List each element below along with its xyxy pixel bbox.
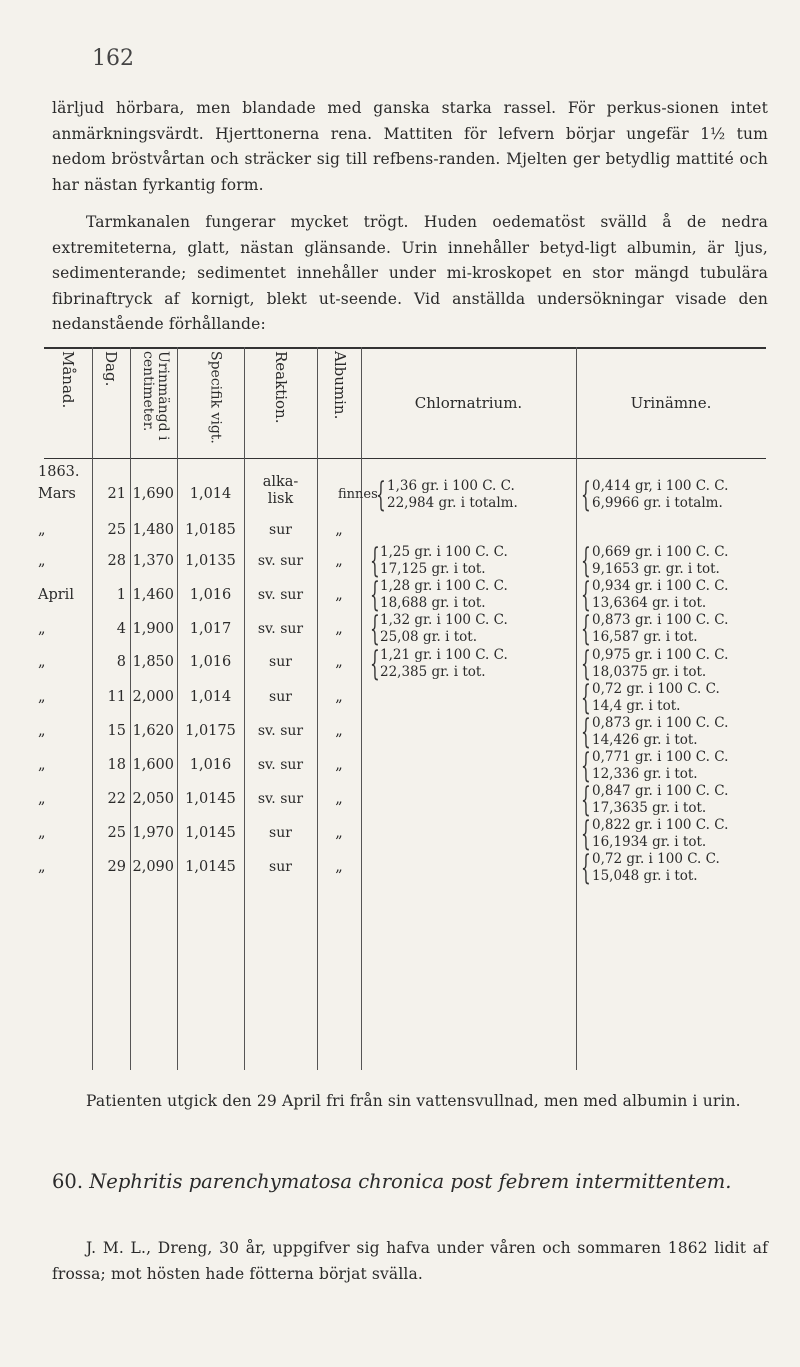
urine-table: [38, 347, 766, 1070]
header-albumin: Albumin.: [331, 351, 349, 420]
cell-urine-amount: 1,900: [132, 621, 174, 637]
cell-reaction: sur: [269, 654, 292, 670]
cell-month: „: [38, 689, 46, 705]
cell-month: „: [38, 757, 46, 773]
cell-chloride: 1,36 gr. i 100 C. C. 22,984 gr. i totalm.: [387, 478, 518, 511]
cell-urea: 0,975 gr. i 100 C. C. 18,0375 gr. i tot.: [592, 647, 729, 680]
cell-urea: 0,771 gr. i 100 C. C. 12,336 gr. i tot.: [592, 749, 729, 782]
case-number: 60.: [52, 1170, 84, 1193]
cell-specific-weight: 1,016: [189, 757, 232, 773]
cell-month: „: [38, 825, 46, 841]
cell-urine-amount: 1,600: [132, 757, 174, 773]
cell-month: „: [38, 791, 46, 807]
cell-urea: 0,847 gr. i 100 C. C. 17,3635 gr. i tot.: [592, 783, 729, 816]
cell-albumin: „: [335, 621, 343, 637]
cell-urine-amount: 1,620: [132, 723, 174, 739]
cell-urea: 0,873 gr. i 100 C. C. 14,426 gr. i tot.: [592, 715, 729, 748]
cell-albumin: „: [335, 859, 343, 875]
brace-icon: {: [581, 678, 591, 718]
cell-day: 8: [116, 654, 126, 670]
paragraph-4: J. M. L., Dreng, 30 år, uppgifver sig hafva under våren och sommaren 1862 lidit af frossa; mot hösten hade fötterna börjat svälla.: [52, 1239, 768, 1283]
cell-reaction: alka- lisk: [262, 474, 299, 507]
cell-chloride: 1,25 gr. i 100 C. C. 17,125 gr. i tot.: [380, 544, 508, 577]
column-divider: [92, 347, 93, 1070]
cell-month: April: [38, 587, 74, 603]
cell-reaction: sur: [269, 689, 292, 705]
cell-day: 25: [107, 825, 126, 841]
brace-icon: {: [370, 575, 380, 615]
cell-month: „: [38, 553, 46, 569]
cell-specific-weight: 1,014: [189, 486, 232, 502]
paragraph-2: Tarmkanalen fungerar mycket trögt. Huden oedematöst svälld å de nedra extremiteterna, glatt, nästan glänsande. Urin innehåller betyd-ligt albumin, är ljus, sedimenterande; sedimentet innehåller under mi-kroskopet en stor mängd tubulära fibrinaftryck af kornigt, blekt ut-seende. Vid anställda undersökningar visade den nedanstående förhållande:: [52, 213, 768, 333]
cell-day: 29: [107, 859, 126, 875]
cell-specific-weight: 1,016: [189, 587, 232, 603]
cell-specific-weight: 1,0145: [185, 859, 236, 875]
cell-specific-weight: 1,016: [189, 654, 232, 670]
cell-reaction: sv. sur: [257, 587, 304, 603]
brace-icon: {: [581, 712, 591, 752]
header-urea: Urinämne.: [630, 393, 712, 412]
cell-specific-weight: 1,0145: [185, 825, 236, 841]
cell-day: 4: [116, 621, 126, 637]
cell-month: „: [38, 723, 46, 739]
cell-reaction: sv. sur: [257, 757, 304, 773]
cell-reaction: sur: [269, 859, 292, 875]
cell-reaction: sv. sur: [257, 791, 304, 807]
cell-urea: 0,414 gr, i 100 C. C. 6,9966 gr. i totalm.: [592, 478, 729, 511]
column-divider: [177, 347, 178, 1070]
cell-day: 1: [116, 587, 126, 603]
cell-albumin: „: [335, 757, 343, 773]
header-urine-amount: Urinmängd i centimeter.: [140, 351, 171, 441]
cell-day: 15: [107, 723, 126, 739]
cell-urine-amount: 1,690: [132, 486, 174, 502]
header-day: Dag.: [102, 351, 120, 387]
brace-icon: {: [581, 848, 591, 888]
cell-urine-amount: 2,000: [132, 689, 174, 705]
year-label: 1863.: [38, 464, 80, 480]
cell-urea: 0,822 gr. i 100 C. C. 16,1934 gr. i tot.: [592, 817, 729, 850]
cell-reaction: sur: [269, 522, 292, 538]
cell-albumin: „: [335, 587, 343, 603]
cell-month: „: [38, 859, 46, 875]
brace-icon: {: [370, 541, 380, 581]
cell-chloride: 1,32 gr. i 100 C. C. 25,08 gr. i tot.: [380, 612, 508, 645]
cell-urea: 0,669 gr. i 100 C. C. 9,1653 gr. gr. i tot.: [592, 544, 729, 577]
cell-day: 25: [107, 522, 126, 538]
cell-specific-weight: 1,014: [189, 689, 232, 705]
cell-day: 18: [107, 757, 126, 773]
cell-month: „: [38, 621, 46, 637]
paragraph-1: lärljud hörbara, men blandade med ganska starka rassel. För perkus-sionen intet anmärkningsvärdt. Hjerttonerna rena. Mattiten för lefvern börjar ungefär 1½ tum nedom bröstvårtan och sträcker sig till refbens-randen. Mjelten ger betydlig mattité och har nästan fyrkantig form.: [52, 99, 768, 194]
cell-albumin: „: [335, 825, 343, 841]
brace-icon: {: [581, 746, 591, 786]
header-month: Månad.: [59, 351, 77, 409]
brace-icon: {: [581, 541, 591, 581]
cell-albumin: „: [335, 689, 343, 705]
cell-albumin: „: [335, 723, 343, 739]
cell-urine-amount: 2,090: [132, 859, 174, 875]
brace-icon: {: [581, 575, 591, 615]
cell-specific-weight: 1,0145: [185, 791, 236, 807]
brace-icon: {: [581, 814, 591, 854]
brace-icon: {: [581, 780, 591, 820]
cell-urine-amount: 1,370: [132, 553, 174, 569]
cell-day: 21: [107, 486, 126, 502]
cell-urea: 0,72 gr. i 100 C. C. 15,048 gr. i tot.: [592, 851, 720, 884]
cell-day: 11: [107, 689, 126, 705]
cell-urea: 0,72 gr. i 100 C. C. 14,4 gr. i tot.: [592, 681, 720, 714]
cell-albumin: „: [335, 522, 343, 538]
cell-specific-weight: 1,0135: [185, 553, 236, 569]
table-header-rule: [44, 458, 766, 459]
cell-urea: 0,873 gr. i 100 C. C. 16,587 gr. i tot.: [592, 612, 729, 645]
cell-reaction: sv. sur: [257, 621, 304, 637]
cell-specific-weight: 1,017: [189, 621, 232, 637]
cell-month: Mars: [38, 486, 76, 502]
cell-urea: 0,934 gr. i 100 C. C. 13,6364 gr. i tot.: [592, 578, 729, 611]
column-divider: [130, 347, 131, 1070]
brace-icon: {: [581, 644, 591, 684]
brace-icon: {: [581, 475, 591, 515]
brace-icon: {: [376, 475, 386, 515]
case-title: Nephritis parenchymatosa chronica post febrem intermittentem.: [89, 1170, 732, 1193]
cell-day: 28: [107, 553, 126, 569]
header-specific-weight: Specifik vigt.: [207, 351, 224, 444]
cell-albumin: „: [335, 654, 343, 670]
cell-month: „: [38, 654, 46, 670]
cell-month: „: [38, 522, 46, 538]
column-divider: [317, 347, 318, 1070]
cell-specific-weight: 1,0185: [185, 522, 236, 538]
page-number: 162: [92, 46, 134, 71]
brace-icon: {: [581, 609, 591, 649]
cell-urine-amount: 1,970: [132, 825, 174, 841]
cell-specific-weight: 1,0175: [185, 723, 236, 739]
cell-urine-amount: 2,050: [132, 791, 174, 807]
cell-reaction: sv. sur: [257, 723, 304, 739]
cell-reaction: sv. sur: [257, 553, 304, 569]
brace-icon: {: [370, 644, 380, 684]
header-chloride: Chlornatrium.: [414, 393, 523, 412]
cell-chloride: 1,28 gr. i 100 C. C. 18,688 gr. i tot.: [380, 578, 508, 611]
cell-urine-amount: 1,850: [132, 654, 174, 670]
cell-urine-amount: 1,460: [132, 587, 174, 603]
cell-chloride: 1,21 gr. i 100 C. C. 22,385 gr. i tot.: [380, 647, 508, 680]
cell-day: 22: [107, 791, 126, 807]
cell-albumin: „: [335, 791, 343, 807]
cell-albumin: „: [335, 553, 343, 569]
paragraph-3: Patienten utgick den 29 April fri från sin vattensvullnad, men med albumin i urin.: [86, 1092, 741, 1110]
cell-albumin: finnes: [338, 487, 378, 502]
brace-icon: {: [370, 609, 380, 649]
cell-reaction: sur: [269, 825, 292, 841]
header-reaction: Reaktion.: [272, 351, 290, 424]
case-heading: [52, 1165, 768, 1199]
column-divider: [244, 347, 245, 1070]
cell-urine-amount: 1,480: [132, 522, 174, 538]
